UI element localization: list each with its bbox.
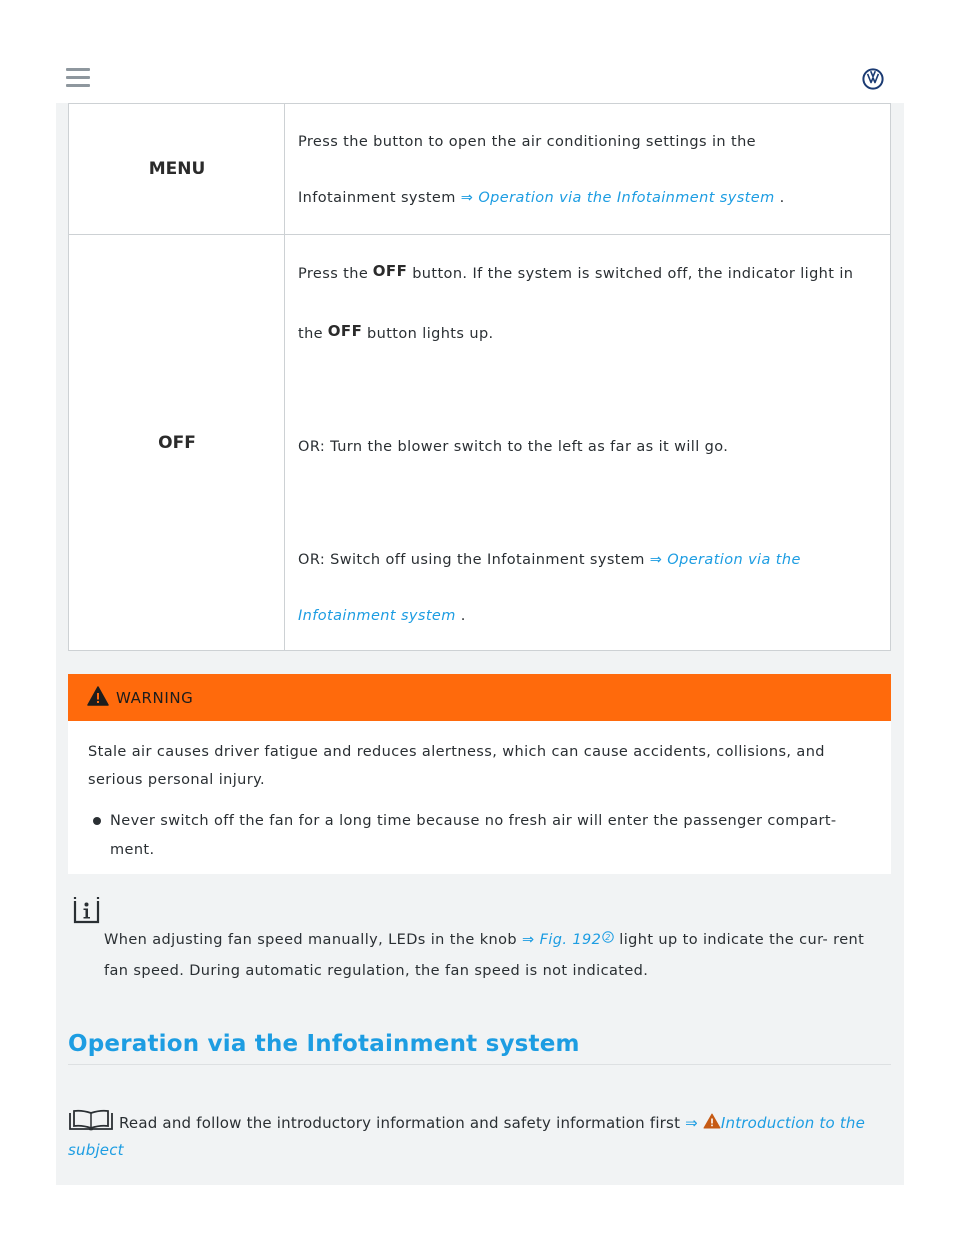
off-p4-prefix: OR: Switch off using the Infotainment system bbox=[298, 551, 650, 568]
warning-header bbox=[68, 674, 891, 721]
operation-infotainment-link[interactable]: ⇒ Operation via the Infotainment system bbox=[460, 189, 780, 206]
introduction-link-arrow: ⇒ bbox=[685, 1114, 703, 1132]
off-button-icon bbox=[157, 430, 196, 453]
intro-text bbox=[68, 1109, 891, 1164]
info-note-icon bbox=[72, 895, 101, 925]
menu-badge-cell bbox=[69, 104, 285, 235]
callout-2-icon bbox=[602, 931, 614, 943]
section-title: Operation via the Infotainment system bbox=[68, 1031, 580, 1057]
warning-triangle-icon bbox=[703, 1113, 721, 1129]
off-badge-cell bbox=[69, 235, 285, 651]
note-text-before: When adjusting fan speed manually, LEDs in the knob bbox=[104, 932, 523, 948]
off-badge-label: OFF bbox=[157, 432, 196, 453]
note-text bbox=[104, 925, 884, 987]
off-description bbox=[285, 235, 891, 651]
off-inline-label: OFF bbox=[372, 261, 408, 280]
off-p1-after: button. If the system is switched off, the indicator light in bbox=[407, 265, 854, 282]
warning-text: Stale air causes driver fatigue and reduces alertness, which can cause accidents, collisions, and serious personal injury. bbox=[88, 744, 825, 788]
off-p1-before: Press the bbox=[298, 265, 374, 282]
introduction-link-label: Introduction to the subject bbox=[68, 1114, 866, 1159]
warning-body bbox=[68, 721, 891, 865]
operation-infotainment-link-cont[interactable]: Infotainment system bbox=[298, 607, 461, 624]
top-bar bbox=[0, 0, 960, 103]
off-desc-p3: OR: Turn the blower switch to the left as far as it will go. bbox=[298, 438, 729, 455]
content-panel bbox=[56, 103, 904, 1185]
menu-badge-label: MENU bbox=[148, 159, 205, 179]
menu-desc-line2 bbox=[298, 188, 876, 208]
note-text-after: light up to indicate the cur- rent fan speed. During automatic regulation, the fan speed is not indicated. bbox=[104, 932, 865, 979]
callout-2-label: 2 bbox=[605, 933, 612, 942]
section-divider bbox=[68, 1064, 891, 1065]
off-inline-icon bbox=[372, 260, 408, 280]
controls-table bbox=[68, 103, 891, 651]
operation-infotainment-link[interactable]: ⇒ Operation via the bbox=[649, 551, 801, 568]
off-desc-p2 bbox=[298, 320, 876, 344]
off-p2-before: the bbox=[298, 325, 329, 342]
off-inline-icon bbox=[327, 320, 363, 340]
fig-192-link[interactable] bbox=[522, 932, 614, 948]
table-row bbox=[69, 235, 891, 651]
off-desc-p5 bbox=[298, 606, 876, 626]
off-p2-after: button lights up. bbox=[362, 325, 494, 342]
hamburger-menu-icon[interactable] bbox=[66, 68, 90, 88]
menu-button-icon bbox=[148, 156, 205, 179]
off-p5-suffix: . bbox=[460, 607, 466, 624]
warning-title: WARNING bbox=[116, 689, 194, 707]
vw-logo-icon[interactable] bbox=[862, 68, 884, 90]
menu-description bbox=[285, 104, 891, 235]
menu-desc-prefix: Infotainment system bbox=[298, 189, 461, 206]
intro-text-body: Read and follow the introductory information and safety information first bbox=[114, 1114, 681, 1132]
menu-desc-line1: Press the button to open the air conditioning settings in the bbox=[298, 133, 756, 150]
off-inline-label: OFF bbox=[327, 321, 363, 340]
menu-desc-suffix: . bbox=[779, 189, 785, 206]
warning-bullet: Never switch off the fan for a long time because no fresh air will enter the passenger compart- ment. bbox=[88, 807, 871, 865]
fig-192-link-label: ⇒ Fig. 192 bbox=[522, 932, 602, 948]
warning-triangle-icon bbox=[87, 686, 109, 706]
open-book-icon bbox=[68, 1109, 114, 1131]
off-desc-p4 bbox=[298, 550, 876, 570]
off-desc-p1 bbox=[298, 260, 876, 284]
warning-box bbox=[68, 674, 891, 874]
table-row bbox=[69, 104, 891, 235]
